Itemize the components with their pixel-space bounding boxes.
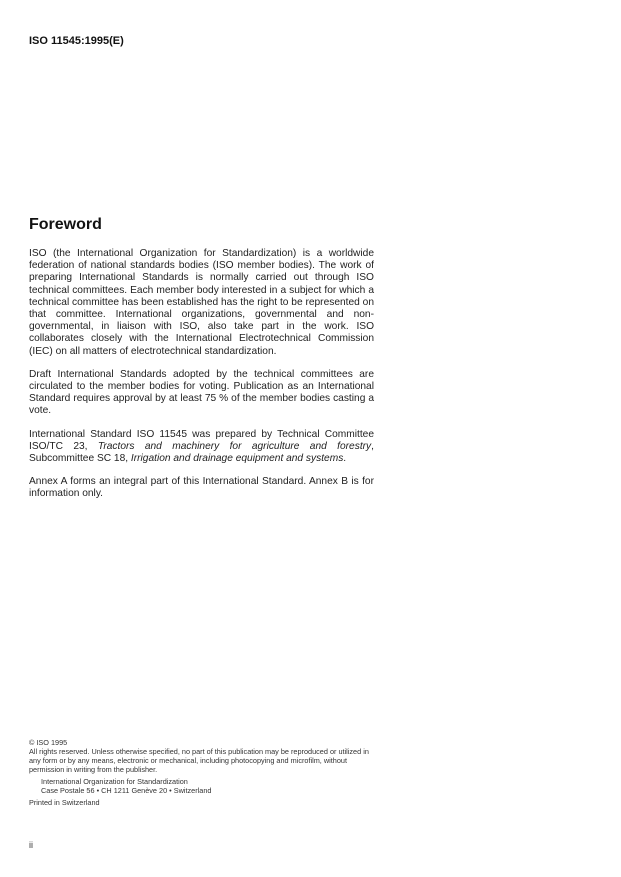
prep-text-e: . <box>343 453 347 465</box>
paragraph-draft-standards: Draft International Standards adopted by the technical committees are circulated to the member bodies for voting. Publication as an International Standard requires approval by at least 75 % of the member bodies casting a vote. <box>29 368 374 417</box>
rights-statement: All rights reserved. Unless otherwise specified, no part of this publication may be reproduced or utilized in any form or by any means, electronic or mechanical, including photocopying and microfilm, without permission in writing from the publisher. <box>29 747 369 774</box>
copyright-line: © ISO 1995 <box>29 738 68 747</box>
organization-address: Case Postale 56 • CH 1211 Genève 20 • Switzerland <box>41 786 212 795</box>
committee-title: Tractors and machinery for agriculture and forestry <box>97 440 372 452</box>
copyright-footer <box>29 738 379 807</box>
foreword-body <box>29 248 374 512</box>
paragraph-annexes: Annex A forms an integral part of this International Standard. Annex B is for information only. <box>29 476 374 500</box>
prep-text-c: , Subcommittee SC 18, <box>29 440 374 465</box>
prep-text-a: International Standard ISO 11545 was prepared by Technical Committee ISO/TC 23, <box>29 428 374 452</box>
page-number: ii <box>29 840 33 850</box>
subcommittee-title: Irrigation and drainage equipment and systems <box>130 453 344 465</box>
section-title: Foreword <box>29 216 102 233</box>
paragraph-preparation <box>29 429 374 466</box>
organization-name: International Organization for Standardization <box>41 777 188 786</box>
document-id-header: ISO 11545:1995(E) <box>29 35 124 47</box>
paragraph-iso-intro: ISO (the International Organization for Standardization) is a worldwide federation of national standards bodies (ISO member bodies). The work of preparing International Standards is normally carried out through ISO technical committees. Each member body interested in a subject for which a technical committee has been established has the right to be represented on that committee. International organizations, governmental and non-governmental, in liaison with ISO, also take part in the work. ISO collaborates closely with the International Electrotechnical Commission (IEC) on all matters of electrotechnical standardization. <box>29 248 374 357</box>
printed-in: Printed in Switzerland <box>29 798 100 807</box>
